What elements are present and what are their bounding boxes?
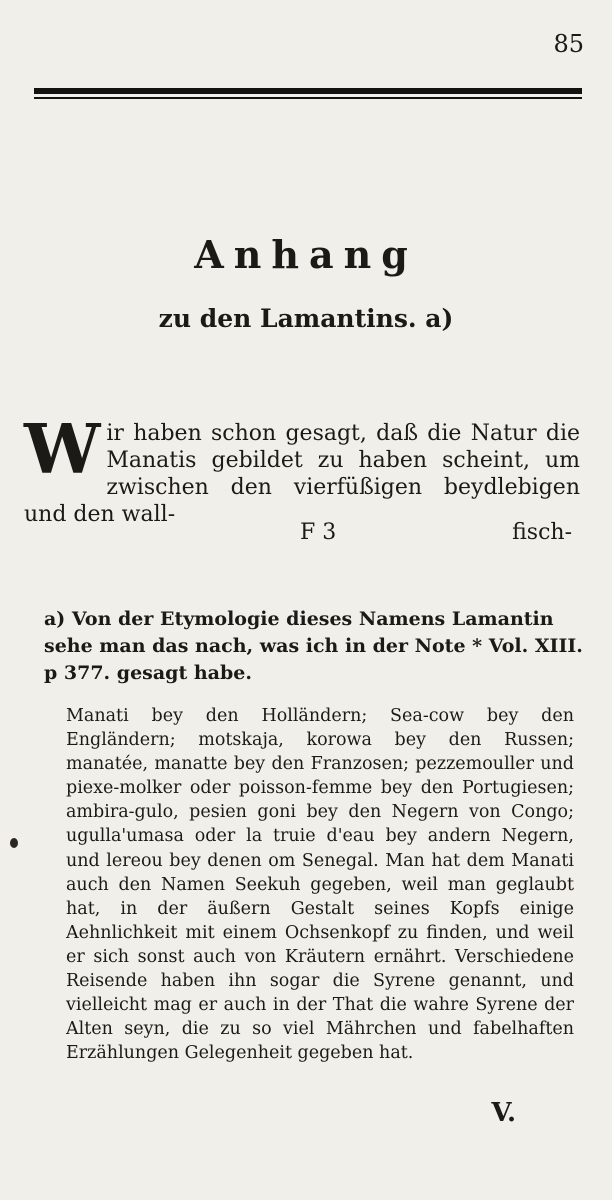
page-number: 85	[553, 30, 584, 58]
drop-cap: W	[24, 410, 101, 490]
body-paragraph	[24, 410, 580, 528]
section-subtitle: zu den Lamantins. a)	[158, 304, 454, 333]
ink-blot	[10, 838, 18, 848]
footnote-names: Manati bey den Holländern; Sea-cow bey den Engländern; motskaja, korowa bey den Russen; manatée, manatte bey den Franzosen; pezzemouller und piexe-molker oder poisson-femme bey den Portugiesen; ambira-gulo, pesien goni bey den Negern von Congo; ugulla'umasa oder la truie d'eau bey andern Negern, und lereou bey denen om Senegal. Man hat dem Manati auch den Namen Seekuh gegeben, weil man geglaubt hat, in der äußern Gestalt seines Kopfs einige Aehnlichkeit mit einem Ochsenkopf zu finden, und weil er sich sonst auch von Kräutern ernährt. Verschiedene Reisende haben ihn sogar die Syrene genannt, und vielleicht mag er auch in der That die wahre Syrene der Alten seyn, die zu so viel Mährchen und fabelhaften Erzählungen Gelegenheit gegeben hat.	[66, 706, 574, 1064]
header-rule-thin	[34, 97, 582, 99]
header-rule-thick	[34, 88, 582, 94]
signature-mark: F 3	[300, 520, 337, 545]
body-text: ir haben schon gesagt, daß die Natur die Manatis gebildet zu haben scheint, um zwischen den vierfüßigen beydlebigen und den wall-	[24, 421, 580, 527]
footnote-etymology: a) Von der Etymologie dieses Namens Lamantin sehe man das nach, was ich in der Note * Vol. XIII. p 377. gesagt habe.	[44, 608, 583, 684]
final-catchword: V.	[491, 1098, 516, 1128]
catchword: fisch-	[512, 520, 572, 545]
section-title: Anhang	[194, 232, 418, 277]
